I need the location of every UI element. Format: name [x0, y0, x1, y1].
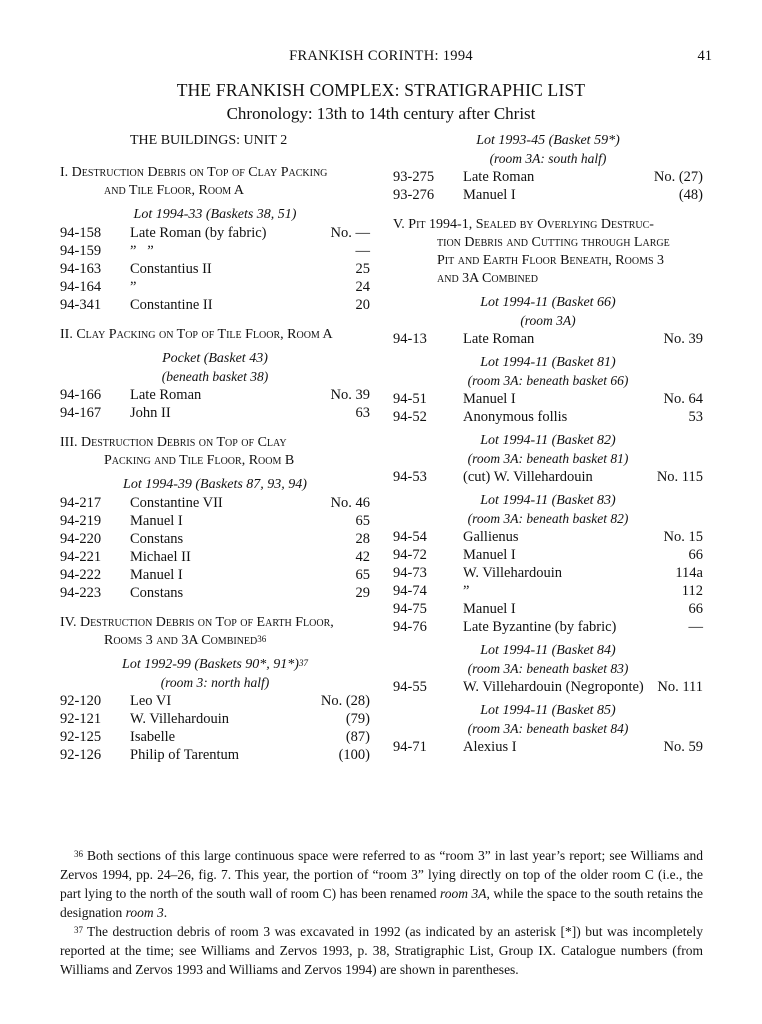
inventory-number: 93-275	[393, 169, 435, 185]
list-item	[60, 584, 370, 602]
catalogue-number: No. 111	[657, 679, 703, 695]
coin-name: Manuel I	[130, 567, 183, 583]
list-item	[393, 678, 703, 696]
coin-name: Manuel I	[130, 513, 183, 529]
list-item	[393, 600, 703, 618]
list-item	[60, 494, 370, 512]
list-item	[60, 386, 370, 404]
lot-label: Lot 1994-11 (Basket 85) (room 3A: beneath basket 84)	[467, 703, 629, 736]
coin-list	[60, 494, 370, 602]
lot-label: Lot 1994-11 (Basket 84) (room 3A: beneath basket 83)	[467, 643, 629, 676]
list-item	[60, 548, 370, 566]
list-item	[393, 738, 703, 756]
inventory-number: 93-276	[393, 187, 435, 203]
inventory-number: 94-164	[60, 279, 102, 295]
lot-label: Lot 1994-33 (Baskets 38, 51)	[133, 207, 297, 222]
footnote-37: $^{37}$ The destruction debris of room 3 was excavated in 1992 (as indicated by an asterisk [*]) but was incompletely reported at the time; see Williams and Zervos 1993, p. 38, Stratigraphic List, Group IX. Catalogue numbers (from Williams and Zervos 1993 and Williams and Zervos 1994) are shown in parentheses.	[60, 924, 703, 977]
coin-name: Leo VI	[130, 693, 172, 709]
coin-list	[60, 692, 370, 764]
right-column	[393, 132, 703, 756]
coin-name: Constans	[130, 531, 184, 547]
catalogue-number: (48)	[678, 187, 703, 203]
inventory-number: 94-341	[60, 297, 102, 313]
inventory-number: 94-217	[60, 495, 102, 511]
list-item	[393, 564, 703, 582]
coin-name: Constantius II	[130, 261, 212, 277]
catalogue-number: (87)	[345, 729, 370, 745]
coin-name: (cut) W. Villehardouin	[463, 469, 593, 485]
catalogue-number: 63	[355, 405, 370, 421]
inventory-number: 94-51	[393, 391, 427, 407]
coin-name: Isabelle	[130, 729, 176, 745]
catalogue-number: No. 46	[330, 495, 370, 511]
catalogue-number: 112	[681, 583, 703, 599]
catalogue-number: 25	[355, 261, 370, 277]
coin-name: Constantine VII	[130, 495, 223, 511]
catalogue-number: 65	[355, 513, 370, 529]
list-item	[60, 530, 370, 548]
inventory-number: 92-121	[60, 711, 102, 727]
catalogue-number: —	[688, 619, 703, 635]
page-number: 41	[697, 48, 712, 64]
inventory-number: 94-72	[393, 547, 427, 563]
section-heading-iv: IV. Destruction Debris on Top of Earth Floor, Rooms 3 and 3A Combined$^{36}$	[60, 615, 334, 648]
coin-list	[393, 738, 703, 756]
inventory-number: 94-13	[393, 331, 427, 347]
coin-name: Late Roman (by fabric)	[130, 225, 267, 241]
catalogue-number: (100)	[338, 747, 370, 763]
list-item	[60, 746, 370, 764]
list-item	[393, 186, 703, 204]
list-item	[393, 330, 703, 348]
coin-name: ”	[130, 279, 137, 295]
inventory-number: 94-163	[60, 261, 102, 277]
lot-label: Pocket (Basket 43) (beneath basket 38)	[161, 351, 269, 384]
coin-name: Anonymous follis	[463, 409, 568, 425]
catalogue-number: No. (27)	[653, 169, 703, 185]
footnote-ref: 36	[257, 634, 267, 644]
coin-name: Michael II	[130, 549, 191, 565]
inventory-number: 94-76	[393, 619, 427, 635]
inventory-number: 94-52	[393, 409, 427, 425]
catalogue-number: No. 15	[663, 529, 703, 545]
list-item	[393, 168, 703, 186]
page-title: THE FRANKISH COMPLEX: STRATIGRAPHIC LIST	[176, 80, 586, 100]
coin-list	[393, 468, 703, 486]
coin-list	[60, 224, 370, 314]
coin-name: Manuel I	[463, 601, 516, 617]
list-item	[60, 242, 370, 260]
coin-name: Gallienus	[463, 529, 519, 545]
coin-list	[393, 528, 703, 636]
catalogue-number: (79)	[345, 711, 370, 727]
lot-label: Lot 1994-11 (Basket 66) (room 3A)	[480, 295, 616, 328]
coin-name: Manuel I	[463, 547, 516, 563]
coin-name: Alexius I	[463, 739, 517, 755]
lot-label: Lot 1994-11 (Basket 82) (room 3A: beneath basket 81)	[467, 433, 629, 466]
catalogue-number: 114a	[675, 565, 703, 581]
inventory-number: 94-71	[393, 739, 427, 755]
inventory-number: 94-220	[60, 531, 102, 547]
coin-name: Late Roman	[463, 169, 535, 185]
section-heading-v: V. Pit 1994-1, Sealed by Overlying Destruc- tion Debris and Cutting through Large Pit and Earth Floor Beneath, Rooms 3 and 3A Combined	[393, 217, 670, 286]
list-item	[60, 278, 370, 296]
catalogue-number: 20	[355, 297, 370, 313]
footnote-36: $^{36}$ Both sections of this large continuous space were referred to as “room 3” in last year’s report; see Williams and Zervos 1994, pp. 24–26, fig. 7. This year, the portion of “room 3” lying directly on top of the older room C (i.e., the part lying to the north of the south wall of room C) has been renamed room 3A, while the space to the south retains the designation room 3.	[60, 848, 703, 920]
inventory-number: 94-221	[60, 549, 102, 565]
footnote-ref: 37	[298, 658, 308, 668]
list-item	[60, 728, 370, 746]
list-item	[393, 546, 703, 564]
inventory-number: 94-54	[393, 529, 427, 545]
page-subtitle: Chronology: 13th to 14th century after Christ	[226, 104, 536, 123]
coin-list	[393, 678, 703, 696]
coin-name: ”	[463, 583, 470, 599]
coin-name: W. Villehardouin	[130, 711, 230, 727]
list-item	[60, 260, 370, 278]
lot-label: Lot 1993-45 (Basket 59*) (room 3A: south half)	[476, 133, 620, 166]
list-item	[60, 710, 370, 728]
lot-label: Lot 1994-11 (Basket 83) (room 3A: beneath basket 82)	[467, 493, 629, 526]
catalogue-number: No. 115	[656, 469, 703, 485]
list-item	[393, 528, 703, 546]
coin-list	[393, 330, 703, 348]
catalogue-number: —	[355, 243, 370, 259]
catalogue-number: 29	[355, 585, 370, 601]
coin-name: Late Roman	[463, 331, 535, 347]
inventory-number: 94-159	[60, 243, 102, 259]
coin-name: W. Villehardouin	[463, 565, 563, 581]
footnotes	[60, 846, 703, 979]
coin-name: Manuel I	[463, 391, 516, 407]
coin-name: Philip of Tarentum	[130, 747, 240, 763]
coin-name: W. Villehardouin (Negroponte)	[463, 679, 644, 695]
list-item	[393, 468, 703, 486]
inventory-number: 94-74	[393, 583, 427, 599]
catalogue-number: 42	[355, 549, 370, 565]
list-item	[393, 408, 703, 426]
list-item	[393, 582, 703, 600]
list-item	[60, 692, 370, 710]
inventory-number: 92-120	[60, 693, 102, 709]
lot-label: Lot 1994-39 (Baskets 87, 93, 94)	[123, 477, 307, 492]
inventory-number: 94-75	[393, 601, 427, 617]
inventory-number: 94-167	[60, 405, 102, 421]
list-item	[393, 390, 703, 408]
section-heading-iii: III. Destruction Debris on Top of Clay Packing and Tile Floor, Room B	[60, 435, 295, 468]
inventory-number: 92-125	[60, 729, 102, 745]
inventory-number: 94-53	[393, 469, 427, 485]
catalogue-number: No. 64	[663, 391, 703, 407]
catalogue-number: 66	[688, 601, 703, 617]
coin-name: Late Roman	[130, 387, 202, 403]
lot-label: Lot 1994-11 (Basket 81) (room 3A: beneath basket 66)	[467, 355, 629, 388]
coin-name: John II	[130, 405, 171, 421]
catalogue-number: No. 39	[330, 387, 370, 403]
catalogue-number: No. (28)	[320, 693, 370, 709]
catalogue-number: 24	[355, 279, 370, 295]
catalogue-number: No. 39	[663, 331, 703, 347]
list-item	[60, 224, 370, 242]
coin-name: ” ”	[130, 243, 154, 259]
coin-name: Constantine II	[130, 297, 213, 313]
lot-label: Lot 1992-99 (Baskets 90*, 91*)$^{37}$ (room 3: north half)	[122, 657, 308, 690]
coin-list	[393, 168, 703, 204]
section-heading-ii: II. Clay Packing on Top of Tile Floor, Room A	[60, 327, 333, 342]
catalogue-number: 66	[688, 547, 703, 563]
list-item	[393, 618, 703, 636]
coin-name: Manuel I	[463, 187, 516, 203]
left-column	[60, 132, 370, 764]
catalogue-number: 53	[688, 409, 703, 425]
list-item	[60, 566, 370, 584]
inventory-number: 94-55	[393, 679, 427, 695]
list-item	[60, 512, 370, 530]
inventory-number: 94-223	[60, 585, 102, 601]
catalogue-number: 28	[355, 531, 370, 547]
coin-list	[393, 390, 703, 426]
running-head: FRANKISH CORINTH: 1994	[289, 48, 473, 64]
list-item	[60, 404, 370, 422]
inventory-number: 94-166	[60, 387, 102, 403]
section-heading-i: I. Destruction Debris on Top of Clay Packing and Tile Floor, Room A	[60, 165, 328, 198]
coin-name: Constans	[130, 585, 184, 601]
catalogue-number: 65	[355, 567, 370, 583]
coin-list	[60, 386, 370, 422]
section-heading-buildings: THE BUILDINGS: UNIT 2	[130, 133, 288, 148]
inventory-number: 94-158	[60, 225, 102, 241]
inventory-number: 94-73	[393, 565, 427, 581]
catalogue-number: No. 59	[663, 739, 703, 755]
catalogue-number: No. —	[330, 225, 370, 241]
coin-name: Late Byzantine (by fabric)	[463, 619, 617, 635]
inventory-number: 92-126	[60, 747, 102, 763]
inventory-number: 94-219	[60, 513, 102, 529]
inventory-number: 94-222	[60, 567, 102, 583]
list-item	[60, 296, 370, 314]
